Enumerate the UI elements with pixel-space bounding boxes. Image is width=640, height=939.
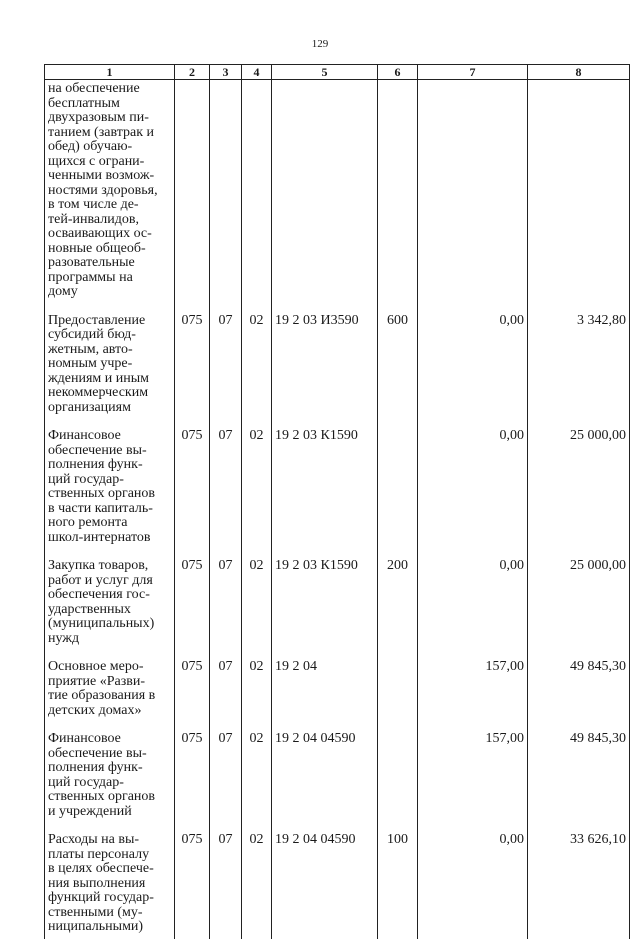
table-row bbox=[45, 415, 630, 545]
amount-col8-cell: 3 342,80 bbox=[528, 300, 630, 416]
subsection-code-cell: 02 bbox=[242, 646, 272, 718]
item-name-line: детских домах» bbox=[48, 702, 142, 718]
item-name-line: Расходы на вы- bbox=[48, 832, 140, 847]
item-name-line: ждениям и иным bbox=[48, 370, 150, 386]
target-article-cell bbox=[272, 80, 378, 300]
item-name-line: ного ремонта bbox=[48, 515, 128, 530]
target-article-cell: 19 2 03 К1590 bbox=[272, 415, 378, 545]
item-name-line: Предоставление bbox=[48, 312, 146, 328]
item-name-line: обеспечение вы- bbox=[48, 745, 147, 761]
item-name-line: организациям bbox=[48, 399, 131, 415]
expense-type-cell: 600 bbox=[378, 300, 418, 416]
amount-col7-cell bbox=[418, 80, 528, 300]
table-row bbox=[45, 646, 630, 718]
amount-col7-cell: 0,00 bbox=[418, 545, 528, 646]
item-name-line: в том числе де- bbox=[48, 197, 139, 212]
item-name-line: в части капиталь- bbox=[48, 500, 153, 516]
item-name-line: ций государ- bbox=[48, 471, 124, 487]
item-name-line: бесплатным bbox=[48, 95, 120, 111]
item-name-cell bbox=[45, 545, 175, 646]
column-header-4: 4 bbox=[242, 65, 272, 80]
budget-table bbox=[44, 64, 630, 939]
ved-code-cell: 075 bbox=[175, 300, 210, 416]
subsection-code-cell: 02 bbox=[242, 415, 272, 545]
amount-col7-cell: 157,00 bbox=[418, 718, 528, 819]
item-name-cell bbox=[45, 80, 175, 300]
expense-type-cell bbox=[378, 718, 418, 819]
table-row bbox=[45, 80, 630, 300]
column-header-2: 2 bbox=[175, 65, 210, 80]
item-name-line: ченными возмож- bbox=[48, 168, 155, 183]
ved-code-cell: 075 bbox=[175, 718, 210, 819]
item-name-line: новные общеоб- bbox=[48, 240, 146, 256]
ved-code-cell bbox=[175, 80, 210, 300]
item-name-line: программы на bbox=[48, 269, 133, 285]
column-header-3: 3 bbox=[210, 65, 242, 80]
item-name-line: полнения функ- bbox=[48, 760, 143, 775]
expense-type-cell bbox=[378, 80, 418, 300]
amount-col8-cell: 33 626,10 bbox=[528, 819, 630, 939]
item-name-line: школ-интернатов bbox=[48, 529, 151, 545]
item-name-line: приятие «Разви- bbox=[48, 673, 146, 689]
item-name-line: Финансовое bbox=[48, 428, 121, 443]
table-row bbox=[45, 545, 630, 646]
item-name-line: на обеспечение bbox=[48, 81, 140, 96]
item-name-line: ственных органов bbox=[48, 486, 156, 501]
item-name-line: обеспечение вы- bbox=[48, 442, 147, 458]
expense-type-cell: 200 bbox=[378, 545, 418, 646]
item-name-line: работ и услуг для bbox=[48, 572, 153, 588]
item-name-line: Финансовое bbox=[48, 731, 121, 746]
item-name-line: функций государ- bbox=[48, 890, 154, 905]
item-name-line: нужд bbox=[48, 630, 80, 646]
section-code-cell: 07 bbox=[210, 718, 242, 819]
section-code-cell bbox=[210, 80, 242, 300]
section-code-cell: 07 bbox=[210, 819, 242, 939]
item-name-line: ниципальными) bbox=[48, 919, 144, 934]
ved-code-cell: 075 bbox=[175, 646, 210, 718]
column-header-7: 7 bbox=[418, 65, 528, 80]
item-name-line: щихся с ограни- bbox=[48, 153, 145, 169]
item-name-cell bbox=[45, 718, 175, 819]
item-name-line: дому bbox=[48, 284, 78, 299]
item-name-line: тие образования в bbox=[48, 688, 156, 703]
amount-col7-cell: 0,00 bbox=[418, 819, 528, 939]
page-number: 129 bbox=[311, 38, 329, 50]
section-code-cell: 07 bbox=[210, 300, 242, 416]
item-name-line: танием (завтрак и bbox=[48, 124, 155, 140]
table-body bbox=[45, 80, 630, 939]
section-code-cell: 07 bbox=[210, 415, 242, 545]
column-header-1: 1 bbox=[45, 65, 175, 80]
item-name-line: тей-инвалидов, bbox=[48, 211, 139, 227]
table-row bbox=[45, 718, 630, 819]
ved-code-cell: 075 bbox=[175, 415, 210, 545]
subsection-code-cell: 02 bbox=[242, 718, 272, 819]
item-name-cell bbox=[45, 300, 175, 416]
item-name-cell bbox=[45, 819, 175, 939]
section-code-cell: 07 bbox=[210, 646, 242, 718]
item-name-line: обед) обучаю- bbox=[48, 139, 133, 154]
item-name-line: в целях обеспече- bbox=[48, 861, 154, 876]
item-name-line: ственных органов bbox=[48, 789, 156, 804]
amount-col8-cell: 25 000,00 bbox=[528, 415, 630, 545]
table-row bbox=[45, 300, 630, 416]
target-article-cell: 19 2 04 04590 bbox=[272, 718, 378, 819]
subsection-code-cell: 02 bbox=[242, 300, 272, 416]
item-name-line: субсидий бюд- bbox=[48, 327, 136, 342]
item-name-line: жетным, авто- bbox=[48, 341, 133, 357]
item-name-line: ностями здоровья, bbox=[48, 182, 158, 198]
item-name-line: ственными (му- bbox=[48, 904, 143, 920]
table-header-row bbox=[45, 65, 630, 80]
subsection-code-cell: 02 bbox=[242, 819, 272, 939]
expense-type-cell: 100 bbox=[378, 819, 418, 939]
item-name-line: некоммерческим bbox=[48, 385, 149, 400]
expense-type-cell bbox=[378, 415, 418, 545]
target-article-cell: 19 2 03 И3590 bbox=[272, 300, 378, 416]
item-name-line: ций государ- bbox=[48, 774, 124, 790]
amount-col8-cell bbox=[528, 80, 630, 300]
item-name-line: ния выполнения bbox=[48, 875, 146, 891]
item-name-line: платы персоналу bbox=[48, 846, 150, 862]
section-code-cell: 07 bbox=[210, 545, 242, 646]
expense-type-cell bbox=[378, 646, 418, 718]
item-name-line: разовательные bbox=[48, 255, 135, 270]
item-name-cell bbox=[45, 646, 175, 718]
amount-col8-cell: 25 000,00 bbox=[528, 545, 630, 646]
item-name-line: Основное меро- bbox=[48, 659, 144, 674]
subsection-code-cell bbox=[242, 80, 272, 300]
subsection-code-cell: 02 bbox=[242, 545, 272, 646]
item-name-line: осваивающих ос- bbox=[48, 226, 152, 241]
ved-code-cell: 075 bbox=[175, 819, 210, 939]
item-name-line: Закупка товаров, bbox=[48, 558, 149, 573]
item-name-line: номным учре- bbox=[48, 356, 133, 371]
column-header-6: 6 bbox=[378, 65, 418, 80]
target-article-cell: 19 2 04 bbox=[272, 646, 378, 718]
amount-col7-cell: 0,00 bbox=[418, 415, 528, 545]
target-article-cell: 19 2 04 04590 bbox=[272, 819, 378, 939]
ved-code-cell: 075 bbox=[175, 545, 210, 646]
item-name-line: ударственных bbox=[48, 601, 131, 617]
column-header-5: 5 bbox=[272, 65, 378, 80]
item-name-line: обеспечения гос- bbox=[48, 587, 150, 602]
item-name-cell bbox=[45, 415, 175, 545]
column-header-8: 8 bbox=[528, 65, 630, 80]
amount-col8-cell: 49 845,30 bbox=[528, 718, 630, 819]
item-name-line: и учреждений bbox=[48, 803, 132, 819]
item-name-line: (муниципальных) bbox=[48, 616, 155, 631]
amount-col7-cell: 0,00 bbox=[418, 300, 528, 416]
table-row bbox=[45, 819, 630, 939]
amount-col8-cell: 49 845,30 bbox=[528, 646, 630, 718]
item-name-line: двухразовым пи- bbox=[48, 110, 149, 125]
target-article-cell: 19 2 03 К1590 bbox=[272, 545, 378, 646]
amount-col7-cell: 157,00 bbox=[418, 646, 528, 718]
item-name-line: полнения функ- bbox=[48, 457, 143, 472]
